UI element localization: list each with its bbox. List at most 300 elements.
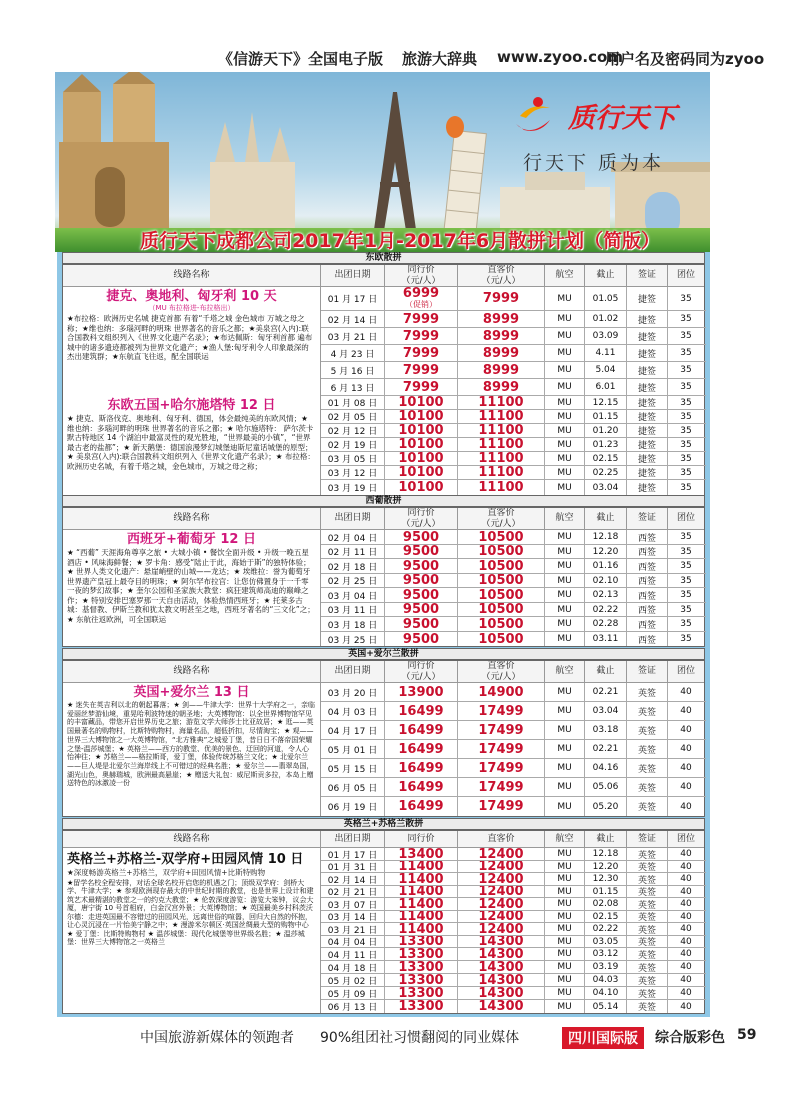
group-seats: 40 <box>680 949 692 959</box>
group-seats: 40 <box>680 962 692 972</box>
group-seats: 40 <box>680 924 692 934</box>
deadline: 05.14 <box>585 1000 627 1013</box>
route-title: 英格兰+苏格兰-双学府+田园风情 10 日 <box>67 852 304 867</box>
table-row <box>321 311 706 328</box>
deadline: 02.28 <box>585 617 627 631</box>
visa-type: 英签 <box>627 923 668 935</box>
deadline: 02.21 <box>585 683 627 701</box>
table-row <box>321 396 706 410</box>
group-seats: 35 <box>680 365 692 375</box>
column-header-visa: 签证 <box>627 265 668 287</box>
peer-price-label: 同行价 <box>407 265 435 275</box>
section-title: 东欧散拼 <box>62 252 705 264</box>
visa-type: 捷签 <box>627 466 668 479</box>
departure-date: 5 月 16 日 <box>321 362 385 378</box>
deadline: 02.21 <box>585 740 627 758</box>
unit-label: （元/人） <box>481 518 521 529</box>
table-row <box>321 603 706 617</box>
airline: MU <box>545 379 585 395</box>
plan-title: 质行天下成都公司2017年1月-2017年6月散拼计划（简版） <box>139 230 661 252</box>
table-row <box>321 948 706 961</box>
direct-price: 17499 <box>458 778 545 796</box>
column-header-direct-price <box>458 265 545 287</box>
airline: MU <box>545 721 585 739</box>
departure-date: 6 月 13 日 <box>321 379 385 395</box>
peer-price: 13300 <box>385 974 458 986</box>
visa-type: 西签 <box>627 632 668 646</box>
visa-type: 英签 <box>627 948 668 960</box>
visa-type: 捷签 <box>627 287 668 310</box>
departure-date: 03 月 21 日 <box>321 923 385 935</box>
table-row <box>321 961 706 974</box>
direct-price-label: 直客价 <box>487 833 515 844</box>
direct-price: 8999 <box>458 345 545 361</box>
column-header-visa: 签证 <box>627 508 668 530</box>
group-seats: 35 <box>680 382 692 392</box>
group-seats: 40 <box>680 936 692 947</box>
column-header-deadline: 截止 <box>585 508 627 530</box>
direct-price: 12400 <box>458 861 545 872</box>
departure-date: 03 月 12 日 <box>321 466 385 479</box>
group-seats: 40 <box>680 706 692 716</box>
airline: MU <box>545 759 585 777</box>
footer-bar <box>0 1024 800 1048</box>
airline: MU <box>545 797 585 816</box>
deadline: 02.22 <box>585 923 627 935</box>
visa-type: 西签 <box>627 559 668 573</box>
departure-date: 02 月 19 日 <box>321 438 385 451</box>
direct-price: 11100 <box>458 396 545 409</box>
visa-type: 捷签 <box>627 410 668 423</box>
group-seats: 35 <box>680 634 692 644</box>
deadline: 03.04 <box>585 480 627 495</box>
peer-price: 13300 <box>385 936 458 947</box>
column-header-date: 出团日期 <box>321 831 385 848</box>
visa-type: 英签 <box>627 873 668 885</box>
column-header-airline: 航空 <box>545 508 585 530</box>
route-subtitle: （MU 布拉格进-布拉格出） <box>148 304 235 312</box>
brand-logo <box>510 92 695 144</box>
departure-date: 02 月 12 日 <box>321 424 385 437</box>
route-description <box>63 287 321 396</box>
airline: MU <box>545 961 585 973</box>
airline: MU <box>545 311 585 327</box>
route-description <box>63 396 321 495</box>
peer-price <box>385 287 458 310</box>
group-seats: 40 <box>680 874 692 884</box>
peer-price: 9500 <box>385 588 458 602</box>
peer-price: 11400 <box>385 911 458 922</box>
direct-price: 11100 <box>458 410 545 423</box>
peer-price: 10100 <box>385 424 458 437</box>
deadline: 01.15 <box>585 886 627 897</box>
route-description <box>63 683 321 816</box>
airline: MU <box>545 480 585 495</box>
route-details: ★ “西葡” 天涯海角尊享之旅 • 大城小镇 • 餐饮全面升级 • 升级一晚五星酒店 • 风味海鲜餐；★ 罗卡角：感受“陆止于此，海始于斯”的独特体验；★ 世界人类文化遗产：悬崖峭壁的山城——龙达；★ 埃维拉：誉为葡萄牙世界遗产皇冠上最夺目的明珠；★ 阿尔罕布拉宫：让您仿佛置身于一千零一夜的梦幻故事；★ 奎尔公园和圣家族大教堂：疯狂建筑师高迪的巅峰之作；★ 特别安排巴塞罗那一天自由活动，体验热情西班牙；★ 托莱多古城：基督教、伊斯兰教和犹太教文明甚至之地，西班牙著名的“三文化”之；★ 东航往返欧洲，可全国联运 <box>67 548 315 624</box>
group-seats: 40 <box>680 899 692 909</box>
deadline: 05.20 <box>585 797 627 816</box>
direct-price-label: 直客价 <box>487 265 515 275</box>
deadline: 01.16 <box>585 559 627 573</box>
airline: MU <box>545 452 585 465</box>
deadline: 02.15 <box>585 911 627 922</box>
column-header-deadline: 截止 <box>585 661 627 683</box>
group-seats: 40 <box>680 763 692 773</box>
departure-date: 03 月 21 日 <box>321 328 385 344</box>
brand-logo-icon <box>510 94 560 138</box>
direct-price: 14300 <box>458 987 545 999</box>
airline: MU <box>545 987 585 999</box>
peer-price: 7999 <box>385 345 458 361</box>
airline: MU <box>545 617 585 631</box>
visa-type: 英签 <box>627 1000 668 1013</box>
departure-date: 4 月 23 日 <box>321 345 385 361</box>
peer-price: 13300 <box>385 948 458 960</box>
unit-label: （元/人） <box>481 671 521 682</box>
section-east-europe <box>62 252 705 496</box>
column-header-route: 线路名称 <box>63 265 321 287</box>
column-header-route: 线路名称 <box>63 661 321 683</box>
peer-price: 9500 <box>385 617 458 631</box>
table-row <box>321 1000 706 1013</box>
visa-type: 西签 <box>627 545 668 558</box>
deadline: 12.20 <box>585 545 627 558</box>
table-row <box>321 936 706 948</box>
route-details: ★布拉格：欧洲历史名城 捷克首都 有着“千塔之城 金色城市 万城之母之称；★维也纳：多瑙河畔的明珠 世界著名的音乐之都；★美泉宫(入内):联合国教科文组织列入《世界文化遗产名录》；★布达佩斯：匈牙利首都 遍布城中的诸多遗迹都被列为世界文化遗产；★渔人堡:匈牙利令人印象最深的杰出建筑群；★东航直飞往返，配全国联运 <box>67 314 313 361</box>
visa-type: 西签 <box>627 574 668 587</box>
airline: MU <box>545 559 585 573</box>
departure-date: 04 月 11 日 <box>321 948 385 960</box>
group-seats: 40 <box>680 801 692 812</box>
group-seats: 35 <box>680 561 692 571</box>
column-header-route: 线路名称 <box>63 508 321 530</box>
top-header-bar <box>0 40 800 72</box>
column-header-direct-price <box>458 508 545 530</box>
departure-date: 02 月 05 日 <box>321 410 385 423</box>
group-seats: 35 <box>680 575 692 586</box>
table-row <box>321 923 706 936</box>
departure-date: 02 月 25 日 <box>321 574 385 587</box>
column-header-visa: 签证 <box>627 661 668 683</box>
table-row <box>321 617 706 632</box>
column-header-peer-price <box>385 661 458 683</box>
peer-price: 11400 <box>385 861 458 872</box>
visa-type: 捷签 <box>627 424 668 437</box>
airline: MU <box>545 328 585 344</box>
deadline: 04.10 <box>585 987 627 999</box>
departure-date: 05 月 15 日 <box>321 759 385 777</box>
visa-type: 英签 <box>627 936 668 947</box>
departure-date: 01 月 17 日 <box>321 287 385 310</box>
direct-price: 12400 <box>458 873 545 885</box>
departure-date: 03 月 04 日 <box>321 588 385 602</box>
departure-date: 01 月 17 日 <box>321 848 385 860</box>
visa-type: 英签 <box>627 721 668 739</box>
table-row <box>321 740 706 759</box>
departure-date: 06 月 13 日 <box>321 1000 385 1013</box>
group-seats: 40 <box>680 886 692 897</box>
column-header-airline: 航空 <box>545 661 585 683</box>
airline: MU <box>545 588 585 602</box>
visa-type: 捷签 <box>627 438 668 451</box>
airline: MU <box>545 530 585 544</box>
column-header-deadline: 截止 <box>585 831 627 848</box>
column-header-peer-price <box>385 508 458 530</box>
section-title: 西葡散拼 <box>62 495 705 507</box>
departure-date: 06 月 19 日 <box>321 797 385 816</box>
deadline: 03.11 <box>585 632 627 646</box>
table-row <box>321 797 706 816</box>
direct-price: 10500 <box>458 632 545 646</box>
deadline: 01.05 <box>585 287 627 310</box>
visa-type: 捷签 <box>627 328 668 344</box>
visa-type: 英签 <box>627 759 668 777</box>
section-uk-ireland <box>62 648 705 817</box>
direct-price: 12400 <box>458 923 545 935</box>
column-header-airline: 航空 <box>545 265 585 287</box>
departure-date: 01 月 31 日 <box>321 861 385 872</box>
table-row <box>321 362 706 379</box>
peer-price: 16499 <box>385 797 458 816</box>
table-row <box>321 911 706 923</box>
unit-label: （元/人） <box>481 275 521 286</box>
visa-type: 捷签 <box>627 362 668 378</box>
group-seats: 35 <box>680 331 692 341</box>
peer-price: 10100 <box>385 480 458 495</box>
group-seats: 35 <box>680 439 692 450</box>
column-header-seats: 团位 <box>668 508 704 530</box>
airline: MU <box>545 545 585 558</box>
unit-label: （元/人） <box>401 518 441 529</box>
deadline: 4.11 <box>585 345 627 361</box>
column-header-seats: 团位 <box>668 831 704 848</box>
table-row <box>321 861 706 873</box>
group-seats: 40 <box>680 861 692 872</box>
group-seats: 35 <box>680 453 692 464</box>
visa-type: 捷签 <box>627 379 668 395</box>
departure-date: 03 月 07 日 <box>321 898 385 910</box>
departure-date: 05 月 02 日 <box>321 974 385 986</box>
visa-type: 英签 <box>627 778 668 796</box>
direct-price: 17499 <box>458 721 545 739</box>
unit-label: （元/人） <box>401 671 441 682</box>
table-row <box>321 545 706 559</box>
website-link[interactable]: www.zyoo.com <box>497 48 623 66</box>
peer-price: 13400 <box>385 848 458 860</box>
route-details: ★ 捷克、斯洛伐克、奥地利、匈牙利、德国，体会最纯美的东欧风情；★ 维也纳：多瑙河畔的明珠 世界著名的音乐之都；★ 哈尔施塔特： 萨尔茨卡默古特地区 14 个湖泊中最富灵性的观光胜地，“世界最美的小镇”，“世界最古老的盐都”；★ 新天鹅堡：德国浪漫梦幻城堡迪斯尼童话城堡的原型；★ 美泉宫(入内):联合国教科文组织列入《世界文化遗产名录》；★ 布拉格：欧洲历史名城，有着千塔之城，金色城市，万城之母之称； <box>67 414 315 471</box>
direct-price-label: 直客价 <box>487 508 515 518</box>
table-row <box>321 702 706 721</box>
visa-type: 西签 <box>627 588 668 602</box>
departure-date: 03 月 14 日 <box>321 911 385 922</box>
column-header-seats: 团位 <box>668 265 704 287</box>
direct-price: 8999 <box>458 311 545 327</box>
banner-image <box>55 72 710 252</box>
brand-slogan: 行天下 质为本 <box>523 152 665 174</box>
visa-type: 英签 <box>627 911 668 922</box>
deadline: 12.15 <box>585 396 627 409</box>
airline: MU <box>545 848 585 860</box>
visa-type: 捷签 <box>627 396 668 409</box>
table-row <box>321 287 706 311</box>
group-seats: 40 <box>680 782 692 792</box>
deadline: 03.12 <box>585 948 627 960</box>
table-row <box>321 588 706 603</box>
airline: MU <box>545 1000 585 1013</box>
table-row <box>321 632 706 646</box>
group-seats: 35 <box>680 532 692 542</box>
table-row <box>321 848 706 861</box>
direct-price: 8999 <box>458 379 545 395</box>
table-row <box>321 438 706 452</box>
column-header-airline: 航空 <box>545 831 585 848</box>
section-title: 英国+爱尔兰散拼 <box>62 648 705 660</box>
column-header-seats: 团位 <box>668 661 704 683</box>
route-title: 英国+爱尔兰 13 日 <box>133 685 250 700</box>
direct-price: 10500 <box>458 545 545 558</box>
group-seats: 35 <box>680 348 692 358</box>
peer-price: 9500 <box>385 603 458 616</box>
group-seats: 40 <box>680 687 692 697</box>
visa-type: 西签 <box>627 617 668 631</box>
peer-price: 16499 <box>385 740 458 758</box>
direct-price: 10500 <box>458 603 545 616</box>
visa-type: 西签 <box>627 603 668 616</box>
airline: MU <box>545 948 585 960</box>
deadline: 02.08 <box>585 898 627 910</box>
deadline: 02.13 <box>585 588 627 602</box>
peer-price: 16499 <box>385 759 458 777</box>
peer-price: 10100 <box>385 438 458 451</box>
direct-price: 8999 <box>458 362 545 378</box>
login-note: 用户名及密码同为zyoo <box>605 50 765 68</box>
airline: MU <box>545 702 585 720</box>
deadline: 05.06 <box>585 778 627 796</box>
departures-table <box>62 830 705 1014</box>
deadline: 03.19 <box>585 961 627 973</box>
column-header-visa: 签证 <box>627 831 668 848</box>
promo-note: （促销） <box>405 300 437 309</box>
group-seats: 35 <box>680 425 692 436</box>
deadline: 5.04 <box>585 362 627 378</box>
deadline: 01.23 <box>585 438 627 451</box>
direct-price: 10500 <box>458 588 545 602</box>
dictionary-label: 旅游大辞典 <box>402 50 478 68</box>
group-seats: 40 <box>680 911 692 922</box>
departure-date: 02 月 11 日 <box>321 545 385 558</box>
table-row <box>321 721 706 740</box>
direct-price: 17499 <box>458 797 545 816</box>
departure-date: 02 月 14 日 <box>321 873 385 885</box>
table-row <box>321 778 706 797</box>
table-row <box>321 873 706 886</box>
peer-price: 9500 <box>385 559 458 573</box>
direct-price: 12400 <box>458 848 545 860</box>
deadline: 12.20 <box>585 861 627 872</box>
table-row <box>321 345 706 362</box>
table-row <box>321 759 706 778</box>
peer-price: 11400 <box>385 923 458 935</box>
group-seats: 40 <box>680 849 692 859</box>
peer-price: 13300 <box>385 961 458 973</box>
visa-type: 英签 <box>627 797 668 816</box>
peer-price: 16499 <box>385 721 458 739</box>
section-title: 英格兰+苏格兰散拼 <box>62 818 705 830</box>
visa-type: 英签 <box>627 740 668 758</box>
group-seats: 35 <box>680 467 692 478</box>
direct-price: 12400 <box>458 898 545 910</box>
deadline: 02.22 <box>585 603 627 616</box>
peer-price: 10100 <box>385 410 458 423</box>
peer-price: 11400 <box>385 886 458 897</box>
table-row <box>321 452 706 466</box>
column-header-date: 出团日期 <box>321 508 385 530</box>
visa-type: 捷签 <box>627 452 668 465</box>
airline: MU <box>545 740 585 758</box>
column-header-direct-price <box>458 831 545 848</box>
section-spain-portugal <box>62 495 705 647</box>
deadline: 03.18 <box>585 721 627 739</box>
route-subtitle: ★深度畅游英格兰+苏格兰，双学府+田园风情+比斯特购物 <box>67 868 266 877</box>
section-england-scotland <box>62 818 705 1014</box>
deadline: 03.04 <box>585 702 627 720</box>
group-seats: 35 <box>680 411 692 422</box>
deadline: 01.02 <box>585 311 627 327</box>
airline: MU <box>545 911 585 922</box>
section-label: 综合版彩色 <box>655 1030 725 1046</box>
column-header-date: 出团日期 <box>321 265 385 287</box>
airline: MU <box>545 936 585 947</box>
peer-price: 9500 <box>385 545 458 558</box>
direct-price: 14300 <box>458 974 545 986</box>
route-details: ★ 迷失在英吉利以北的朝起暮落；★ 剑——牛津大学：世界十大学府之一，亲临爱丽丝梦游仙境，重晃哈利波特迷的朝圣地；大英博物馆：以全世界博物馆罕见的丰富藏品，带您开启世界历史之旅；游览文学大师莎士比亚故居；★ 逛——英国最著名的购物村，比斯特购物村，海量名品，超低折扣，尽情淘宝；★ 观——世界三大博物馆之一大英博物馆，“北方雅典”之城爱丁堡，昔日日不落帝国荣耀之堡-温莎城堡；★ 英格兰——西方的教堂、优美的景色、迂回的河道，令人心怡神往；★ 苏格兰——格拉斯哥，爱丁堡，体验传统苏格兰文化；★ 北爱尔兰——巨人堤是北爱尔兰海岸线上不可错过的经典名胜；★ 爱尔兰——翡翠岛国，湖光山色，奥赫瑞城，欧洲最高悬崖；★ 赠送大礼包：威尼斯贡多拉，本岛上赠送特色的冰激凌一份 <box>67 701 316 788</box>
unit-label: （元/人） <box>401 275 441 286</box>
table-row <box>321 410 706 424</box>
footer-tagline: 90%组团社习惯翻阅的同业媒体 <box>320 1030 520 1046</box>
direct-price: 8999 <box>458 328 545 344</box>
departure-date: 04 月 03 日 <box>321 702 385 720</box>
direct-price: 17499 <box>458 702 545 720</box>
deadline: 03.05 <box>585 936 627 947</box>
visa-type: 西签 <box>627 530 668 544</box>
peer-price: 9500 <box>385 530 458 544</box>
departure-date: 03 月 05 日 <box>321 452 385 465</box>
direct-price: 14300 <box>458 1000 545 1013</box>
visa-type: 英签 <box>627 974 668 986</box>
airline: MU <box>545 396 585 409</box>
deadline: 6.01 <box>585 379 627 395</box>
peer-price: 9500 <box>385 574 458 587</box>
peer-price: 10100 <box>385 466 458 479</box>
deadline: 12.18 <box>585 530 627 544</box>
deadline: 01.20 <box>585 424 627 437</box>
group-seats: 35 <box>680 604 692 615</box>
table-row <box>321 898 706 911</box>
peer-price: 13300 <box>385 987 458 999</box>
departure-date: 04 月 18 日 <box>321 961 385 973</box>
deadline: 04.03 <box>585 974 627 986</box>
airline: MU <box>545 886 585 897</box>
deadline: 04.16 <box>585 759 627 777</box>
peer-price: 11400 <box>385 873 458 885</box>
direct-price: 11100 <box>458 424 545 437</box>
peer-price: 13300 <box>385 1000 458 1013</box>
column-header-peer-price <box>385 265 458 287</box>
direct-price: 7999 <box>458 287 545 310</box>
visa-type: 英签 <box>627 683 668 701</box>
direct-price: 10500 <box>458 617 545 631</box>
group-seats: 40 <box>680 975 692 985</box>
